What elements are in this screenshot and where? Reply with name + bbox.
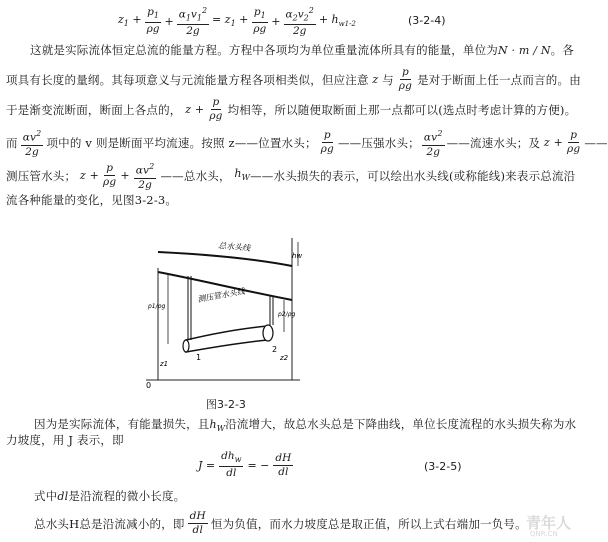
watermark-url: QNR.CN <box>530 530 558 538</box>
fraction-p-rhog: $\frac{p}{\rho g}$ <box>320 129 334 156</box>
para1-line4: 而 $\frac{\alpha v^2}{2g}$ 项中的 v 则是断面平均流速。按照 z——位置水头； $\frac{p}{\rho g}$ ——压强水头； $\frac{\alpha v^2}{2g}$ ——流速水头；及 z + $\frac{p}{\rho g}$ —— <box>6 129 608 158</box>
total-head-line-label: 总水头线 <box>217 241 251 253</box>
fraction-av2-2g: $\frac{\alpha v^2}{2g}$ <box>135 162 155 191</box>
fraction-av2-2g: $\frac{\alpha v^2}{2g}$ <box>22 129 42 158</box>
origin-label: 0 <box>146 381 152 390</box>
piezo-line-label: 测压管水头线 <box>196 286 246 304</box>
para1-line3: 于是渐变流断面，断面上各点的， z + $\frac{p}{\rho g}$ 均相等，所以随便取断面上那一点都可以(选点时考虑计算的方便)。 <box>6 96 577 122</box>
eq-fraction: $\frac{dH}{dl}$ <box>275 451 292 478</box>
para1-line6: 流各种能量的变化，见图3-2-3。 <box>6 193 178 207</box>
figure-caption: 图3-2-3 <box>206 398 246 411</box>
hw-label: hw <box>292 252 303 260</box>
eq-term: $z_1$ + <box>118 13 142 29</box>
para1-line1: 这就是实际流体恒定总流的能量方程。方程中各项均为单位重量流体所具有的能量，单位为N · m / N。各 <box>30 43 575 57</box>
para2-line2: 力坡度，用 J 表示，即 <box>6 433 124 447</box>
z2-label: z2 <box>280 354 289 362</box>
para1-line2: 项具有长度的量纲。其每项意义与元流能量方程各项相类似，但应注意 z 与 $\frac{p}{\rho g}$ 是对于断面上任一点而言的。由 <box>6 66 581 92</box>
eq-fraction: $\frac{dh_w}{dl}$ <box>221 450 242 480</box>
point2-label: 2 <box>272 345 278 354</box>
fraction-p-rhog: $\frac{p}{\rho g}$ <box>567 129 581 156</box>
watermark-logo: 青年人 <box>526 514 572 532</box>
equation-number: (3-2-4) <box>408 14 446 27</box>
figure-3-2-3 <box>140 228 310 398</box>
para3-line1: 式中dl是沿流程的微小长度。 <box>34 489 186 503</box>
section-1 <box>183 340 189 352</box>
equation-3-2-5: J = $\frac{dh_w}{dl}$ = − $\frac{dH}{dl}$ <box>198 450 292 480</box>
eq-fraction: $\frac{\alpha_1v_1^2}{2g}$ <box>178 5 208 38</box>
eq-fraction: $\frac{p_1}{\rho g}$ <box>253 5 267 36</box>
z1-label: z1 <box>160 360 169 368</box>
p2-label: p2/ρg <box>278 311 296 318</box>
point1-label: 1 <box>196 353 202 362</box>
total-head-line <box>158 252 292 266</box>
section-2 <box>263 325 273 341</box>
fraction-p-rhog: $\frac{p}{\rho g}$ <box>209 96 223 122</box>
stream-tube <box>186 326 268 352</box>
eq-fraction: $\frac{p_1}{\rho g}$ <box>146 5 160 36</box>
equation-3-2-4: $z_1$ + $\frac{p_1}{\rho g}$ + $\frac{\alpha_1v_1^2}{2g}$ = $z_1$ + $\frac{p_1}{\rho g}$ + $\frac{\alpha_2v_2^2}{2g}$ + $h_{w1-2}$ <box>118 5 356 38</box>
fraction-p-rhog: $\frac{p}{\rho g}$ <box>103 162 117 189</box>
equation-number: (3-2-5) <box>424 460 462 473</box>
para2-line1: 因为是实际流体，有能量损失，且$h_W$沿流增大，故总水头总是下降曲线，单位长度流程的水头损失称为水 <box>34 417 577 434</box>
p1-label: p1/ρg <box>148 303 166 310</box>
para1-line5: 测压管水头； z + $\frac{p}{\rho g}$ + $\frac{\alpha v^2}{2g}$ ——总水头， $h_W$ ——水头损失的表示，可以绘出水头线(或称能线)来表示总流沿 <box>6 162 576 191</box>
eq-fraction: $\frac{\alpha_2v_2^2}{2g}$ <box>285 5 314 38</box>
fraction-av2-2g: $\frac{\alpha v^2}{2g}$ <box>423 129 443 158</box>
fraction-p-rhog: $\frac{p}{\rho g}$ <box>398 66 413 92</box>
fraction-dH-dl: $\frac{dH}{dl}$ <box>189 510 206 536</box>
para4-line1: 总水头H总是沿流减小的，即 $\frac{dH}{dl}$ 恒为负值，而水力坡度总是取正值，所以上式右端加一负号。 <box>34 510 527 536</box>
